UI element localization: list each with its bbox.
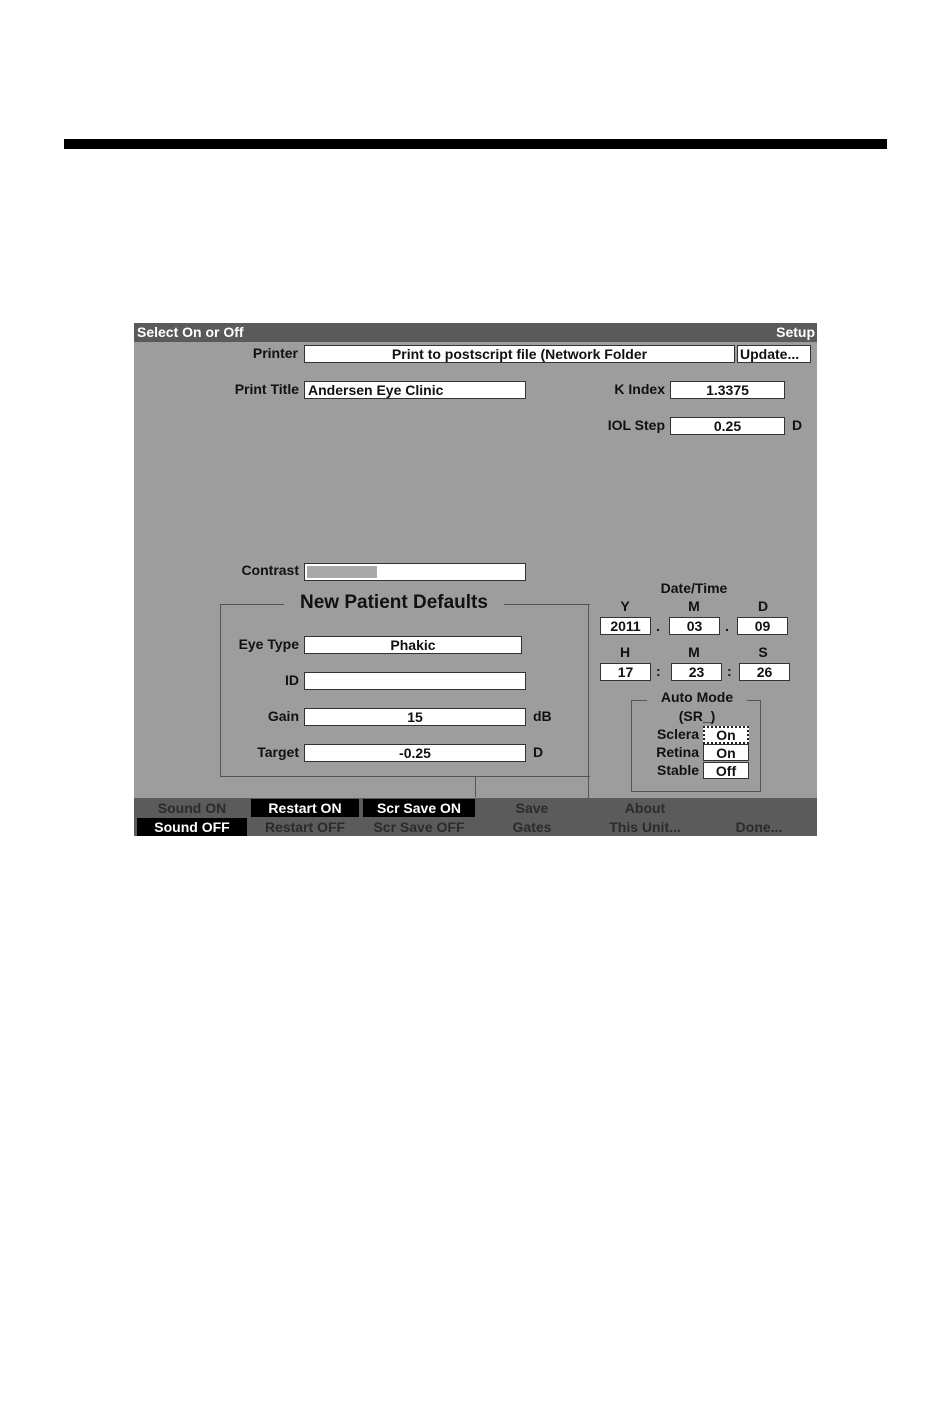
save-gates-softkey-line1[interactable]: Save (515, 800, 549, 816)
id-field[interactable] (304, 672, 526, 690)
sound-off-softkey[interactable]: Sound OFF (137, 818, 247, 836)
hour-label: H (619, 644, 631, 660)
group-divider-step (475, 777, 476, 797)
second-field[interactable]: 26 (739, 663, 790, 681)
status-prompt: Select On or Off (137, 324, 244, 340)
target-label: Target (257, 744, 299, 760)
printer-select[interactable]: Print to postscript file (Network Folder (304, 345, 735, 363)
contrast-label: Contrast (241, 562, 299, 578)
title-bar (134, 323, 817, 342)
target-unit: D (533, 744, 544, 760)
year-field[interactable]: 2011 (600, 617, 651, 635)
year-label: Y (620, 598, 630, 614)
stable-toggle[interactable]: Off (703, 762, 749, 779)
datetime-title: Date/Time (660, 580, 728, 596)
time-separator-1: : (656, 663, 661, 679)
month-label: M (688, 598, 700, 614)
iol-step-unit: D (792, 417, 803, 433)
sclera-label: Sclera (656, 726, 699, 742)
save-gates-softkey-line2[interactable]: Gates (512, 819, 552, 835)
print-title-label: Print Title (234, 381, 299, 397)
print-title-field[interactable]: Andersen Eye Clinic (304, 381, 526, 399)
printer-update-button[interactable]: Update... (737, 345, 811, 363)
auto-mode-title: Auto Mode (647, 688, 747, 706)
contrast-slider[interactable] (304, 563, 526, 581)
printer-label: Printer (252, 345, 298, 361)
stable-label: Stable (656, 762, 699, 778)
target-field[interactable]: -0.25 (304, 744, 526, 762)
auto-mode-subtitle: (SR_) (678, 708, 716, 724)
about-softkey-line2[interactable]: This Unit... (609, 819, 681, 835)
done-softkey[interactable]: Done... (735, 819, 783, 835)
gain-unit: dB (533, 708, 552, 724)
iol-step-label: IOL Step (607, 417, 665, 433)
restart-off-softkey[interactable]: Restart OFF (264, 819, 346, 835)
sound-on-softkey[interactable]: Sound ON (157, 800, 227, 816)
date-separator-1: . (656, 618, 660, 634)
gain-field[interactable]: 15 (304, 708, 526, 726)
retina-toggle[interactable]: On (703, 744, 749, 761)
iol-step-field[interactable]: 0.25 (670, 417, 785, 435)
minute-label: M (688, 644, 700, 660)
new-patient-defaults-title: New Patient Defaults (284, 591, 504, 615)
day-field[interactable]: 09 (737, 617, 788, 635)
id-label: ID (285, 672, 299, 688)
day-label: D (757, 598, 769, 614)
restart-on-softkey[interactable]: Restart ON (251, 799, 359, 817)
time-separator-2: : (727, 663, 732, 679)
month-field[interactable]: 03 (669, 617, 720, 635)
k-index-field[interactable]: 1.3375 (670, 381, 785, 399)
eye-type-select[interactable]: Phakic (304, 636, 522, 654)
minute-field[interactable]: 23 (671, 663, 722, 681)
eye-type-label: Eye Type (238, 636, 299, 652)
k-index-label: K Index (614, 381, 665, 397)
header-rule (64, 139, 887, 149)
scr-save-off-softkey[interactable]: Scr Save OFF (373, 819, 465, 835)
contrast-level-fill (307, 566, 377, 578)
softkey-bar (134, 798, 817, 836)
screen-mode: Setup (776, 324, 815, 340)
gain-label: Gain (267, 708, 299, 724)
about-softkey-line1[interactable]: About (624, 800, 666, 816)
date-separator-2: . (725, 618, 729, 634)
second-label: S (758, 644, 768, 660)
setup-screen (134, 323, 817, 836)
scr-save-on-softkey[interactable]: Scr Save ON (363, 799, 475, 817)
hour-field[interactable]: 17 (600, 663, 651, 681)
group-divider (588, 604, 589, 800)
retina-label: Retina (656, 744, 699, 760)
sclera-toggle[interactable]: On (703, 726, 749, 744)
